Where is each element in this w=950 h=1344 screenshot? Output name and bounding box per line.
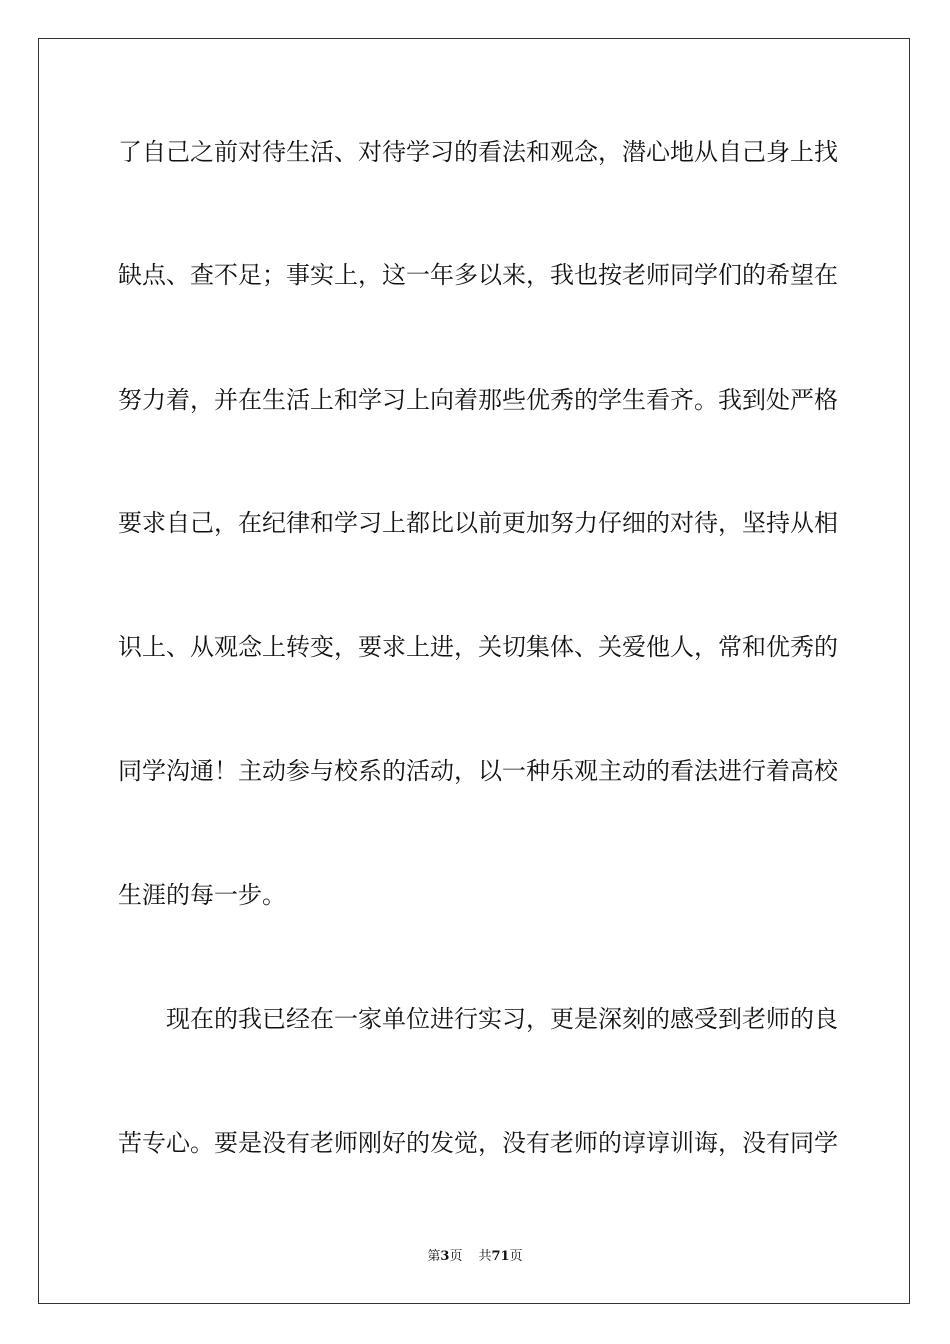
text-line: 缺点、查不足；事实上，这一年多以来，我也按老师同学们的希望在 — [118, 261, 838, 289]
total-pages: 71 — [491, 1249, 510, 1264]
page-border — [38, 38, 910, 1304]
text-line: 苦专心。要是没有老师刚好的发觉，没有老师的谆谆训诲，没有同学 — [118, 1129, 838, 1157]
total-prefix: 共 — [478, 1249, 492, 1264]
total-suffix: 页 — [509, 1249, 523, 1264]
text-line: 努力着，并在生活上和学习上向着那些优秀的学生看齐。我到处严格 — [118, 386, 838, 414]
text-line: 生涯的每一步。 — [118, 881, 286, 909]
text-line: 识上、从观念上转变，要求上进，关切集体、关爱他人，常和优秀的 — [118, 633, 838, 661]
text-line: 现在的我已经在一家单位进行实习，更是深刻的感受到老师的良 — [166, 1005, 838, 1033]
page-prefix: 第 — [427, 1249, 441, 1264]
text-line: 了自己之前对待生活、对待学习的看法和观念，潜心地从自己身上找 — [118, 138, 838, 166]
page-footer — [0, 1248, 950, 1266]
text-line: 同学沟通！主动参与校系的活动，以一种乐观主动的看法进行着高校 — [118, 757, 838, 785]
page-suffix: 页 — [449, 1249, 463, 1264]
text-line: 要求自己，在纪律和学习上都比以前更加努力仔细的对待，坚持从相 — [118, 509, 838, 537]
page-number: 3 — [440, 1249, 450, 1264]
